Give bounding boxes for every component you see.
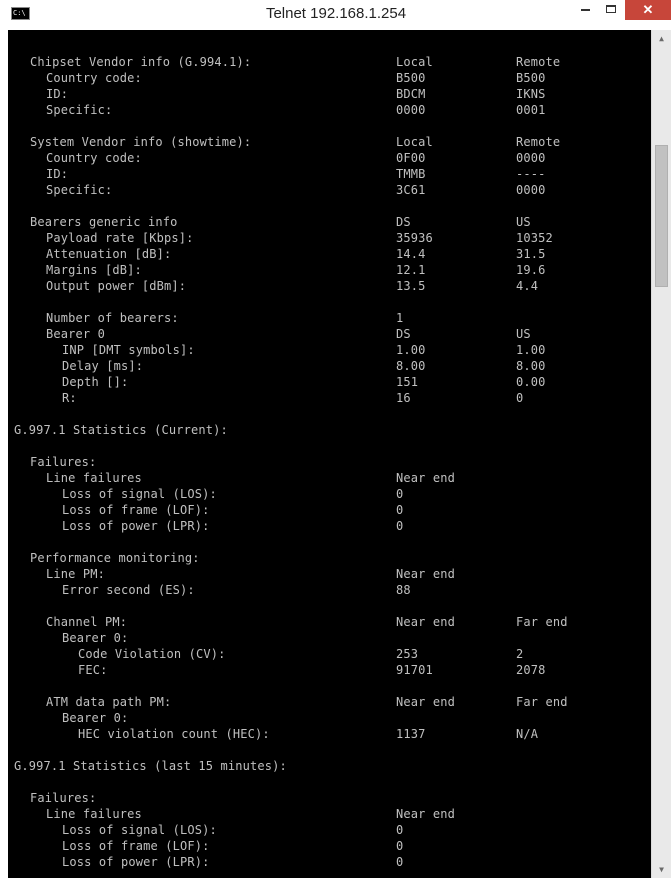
- console-line-label: Bearer 0:: [62, 631, 129, 645]
- console-line-label: G.997.1 Statistics (Current):: [14, 423, 228, 437]
- scroll-up-arrow-icon[interactable]: ▲: [659, 34, 664, 43]
- scrollbar-thumb[interactable]: [655, 145, 668, 287]
- console-line-label: Channel PM:: [46, 615, 128, 629]
- console-value-col3: 10352: [516, 231, 553, 245]
- console-line-label: Error second (ES):: [62, 583, 195, 597]
- close-icon: ✕: [642, 2, 654, 17]
- console-line-label: Line failures: [46, 807, 142, 821]
- console-value-col2: 0: [396, 519, 404, 533]
- console-line-label: Failures:: [30, 455, 97, 469]
- console-line-label: Loss of signal (LOS):: [62, 823, 217, 837]
- console-value-col2: 35936: [396, 231, 433, 245]
- console-line-label: Payload rate [Kbps]:: [46, 231, 194, 245]
- console-value-col2: Local: [396, 55, 433, 69]
- console-line-label: Specific:: [46, 183, 113, 197]
- console-line-label: ID:: [46, 87, 69, 101]
- console-value-col3: Far end: [516, 615, 568, 629]
- console-value-col2: 3C61: [396, 183, 426, 197]
- console-value-col3: 0: [516, 391, 524, 405]
- console-value-col3: N/A: [516, 727, 539, 741]
- console-value-col3: IKNS: [516, 87, 546, 101]
- console-value-col3: 2: [516, 647, 524, 661]
- console-line-label: Delay [ms]:: [62, 359, 144, 373]
- console-value-col2: 1: [396, 311, 404, 325]
- console-line-label: System Vendor info (showtime):: [30, 135, 252, 149]
- vertical-scrollbar[interactable]: [651, 30, 671, 878]
- console-value-col2: 0: [396, 503, 404, 517]
- console-value-col3: Far end: [516, 695, 568, 709]
- console-value-col2: DS: [396, 327, 411, 341]
- console-value-col2: 1.00: [396, 343, 426, 357]
- console-line-label: Line failures: [46, 471, 142, 485]
- console-value-col3: 1.00: [516, 343, 546, 357]
- console-line-label: Loss of power (LPR):: [62, 519, 210, 533]
- console-value-col2: Near end: [396, 567, 455, 581]
- console-line-label: Chipset Vendor info (G.994.1):: [30, 55, 252, 69]
- console-line-label: Attenuation [dB]:: [46, 247, 172, 261]
- console-line-label: Loss of signal (LOS):: [62, 487, 217, 501]
- console-value-col3: B500: [516, 71, 546, 85]
- scroll-down-arrow-icon[interactable]: ▼: [659, 865, 664, 874]
- console-line-label: ATM data path PM:: [46, 695, 172, 709]
- title-bar[interactable]: [0, 0, 672, 30]
- console-value-col2: 0: [396, 487, 404, 501]
- console-value-col2: Local: [396, 135, 433, 149]
- console-line-label: Bearer 0: [46, 327, 105, 341]
- console-value-col3: 8.00: [516, 359, 546, 373]
- console-value-col2: B500: [396, 71, 426, 85]
- console-value-col2: 253: [396, 647, 419, 661]
- minimize-icon: [581, 9, 590, 11]
- window-title: Telnet 192.168.1.254: [265, 5, 407, 22]
- console-value-col2: 0: [396, 855, 404, 869]
- console-line-label: Performance monitoring:: [30, 551, 200, 565]
- console-line-label: Bearers generic info: [30, 215, 178, 229]
- console-value-col3: 0000: [516, 183, 546, 197]
- console-value-col2: 0F00: [396, 151, 426, 165]
- console-value-col2: 0: [396, 839, 404, 853]
- console-value-col2: Near end: [396, 695, 455, 709]
- console-line-label: INP [DMT symbols]:: [62, 343, 195, 357]
- close-button[interactable]: [625, 0, 671, 20]
- console-value-col3: 2078: [516, 663, 546, 677]
- console-line-label: Failures:: [30, 791, 97, 805]
- console-line-label: Loss of frame (LOF):: [62, 503, 210, 517]
- console-value-col2: 88: [396, 583, 411, 597]
- console-value-col2: BDCM: [396, 87, 426, 101]
- maximize-icon: [606, 5, 616, 13]
- console-value-col3: Remote: [516, 135, 561, 149]
- console-value-col3: US: [516, 215, 531, 229]
- maximize-button[interactable]: [598, 0, 624, 20]
- console-value-col2: 91701: [396, 663, 433, 677]
- console-value-col2: Near end: [396, 471, 455, 485]
- console-value-col2: 0: [396, 823, 404, 837]
- console-value-col3: 4.4: [516, 279, 539, 293]
- console-line-label: Output power [dBm]:: [46, 279, 187, 293]
- console-line-label: R:: [62, 391, 77, 405]
- console-value-col2: 1137: [396, 727, 426, 741]
- console-line-label: Margins [dB]:: [46, 263, 142, 277]
- console-value-col2: 12.1: [396, 263, 426, 277]
- console-value-col2: Near end: [396, 807, 455, 821]
- console-line-label: Specific:: [46, 103, 113, 117]
- console-value-col2: DS: [396, 215, 411, 229]
- console-value-col3: Remote: [516, 55, 561, 69]
- console-line-label: Depth []:: [62, 375, 129, 389]
- console-line-label: ID:: [46, 167, 69, 181]
- console-line-label: Number of bearers:: [46, 311, 179, 325]
- console-value-col2: 0000: [396, 103, 426, 117]
- console-value-col3: 0000: [516, 151, 546, 165]
- console-line-label: HEC violation count (HEC):: [78, 727, 270, 741]
- telnet-console[interactable]: [8, 30, 651, 878]
- console-line-label: Country code:: [46, 71, 142, 85]
- console-value-col3: 31.5: [516, 247, 546, 261]
- console-value-col2: 16: [396, 391, 411, 405]
- console-value-col3: 0001: [516, 103, 546, 117]
- console-value-col2: 8.00: [396, 359, 426, 373]
- console-line-label: Country code:: [46, 151, 142, 165]
- console-line-label: Loss of frame (LOF):: [62, 839, 210, 853]
- console-app-icon[interactable]: C:\: [11, 7, 30, 20]
- console-line-label: Loss of power (LPR):: [62, 855, 210, 869]
- window-frame-left: [0, 30, 8, 886]
- console-value-col3: 0.00: [516, 375, 546, 389]
- console-line-label: Line PM:: [46, 567, 105, 581]
- console-value-col3: ----: [516, 167, 546, 181]
- window-frame-bottom: [0, 878, 672, 886]
- console-value-col2: 13.5: [396, 279, 426, 293]
- console-value-col2: TMMB: [396, 167, 426, 181]
- console-line-label: FEC:: [78, 663, 108, 677]
- console-value-col3: US: [516, 327, 531, 341]
- console-value-col2: 151: [396, 375, 419, 389]
- console-line-label: Bearer 0:: [62, 711, 129, 725]
- console-value-col2: 14.4: [396, 247, 426, 261]
- console-line-label: Code Violation (CV):: [78, 647, 226, 661]
- minimize-button[interactable]: [573, 0, 599, 20]
- console-line-label: G.997.1 Statistics (last 15 minutes):: [14, 759, 287, 773]
- console-value-col2: Near end: [396, 615, 455, 629]
- console-value-col3: 19.6: [516, 263, 546, 277]
